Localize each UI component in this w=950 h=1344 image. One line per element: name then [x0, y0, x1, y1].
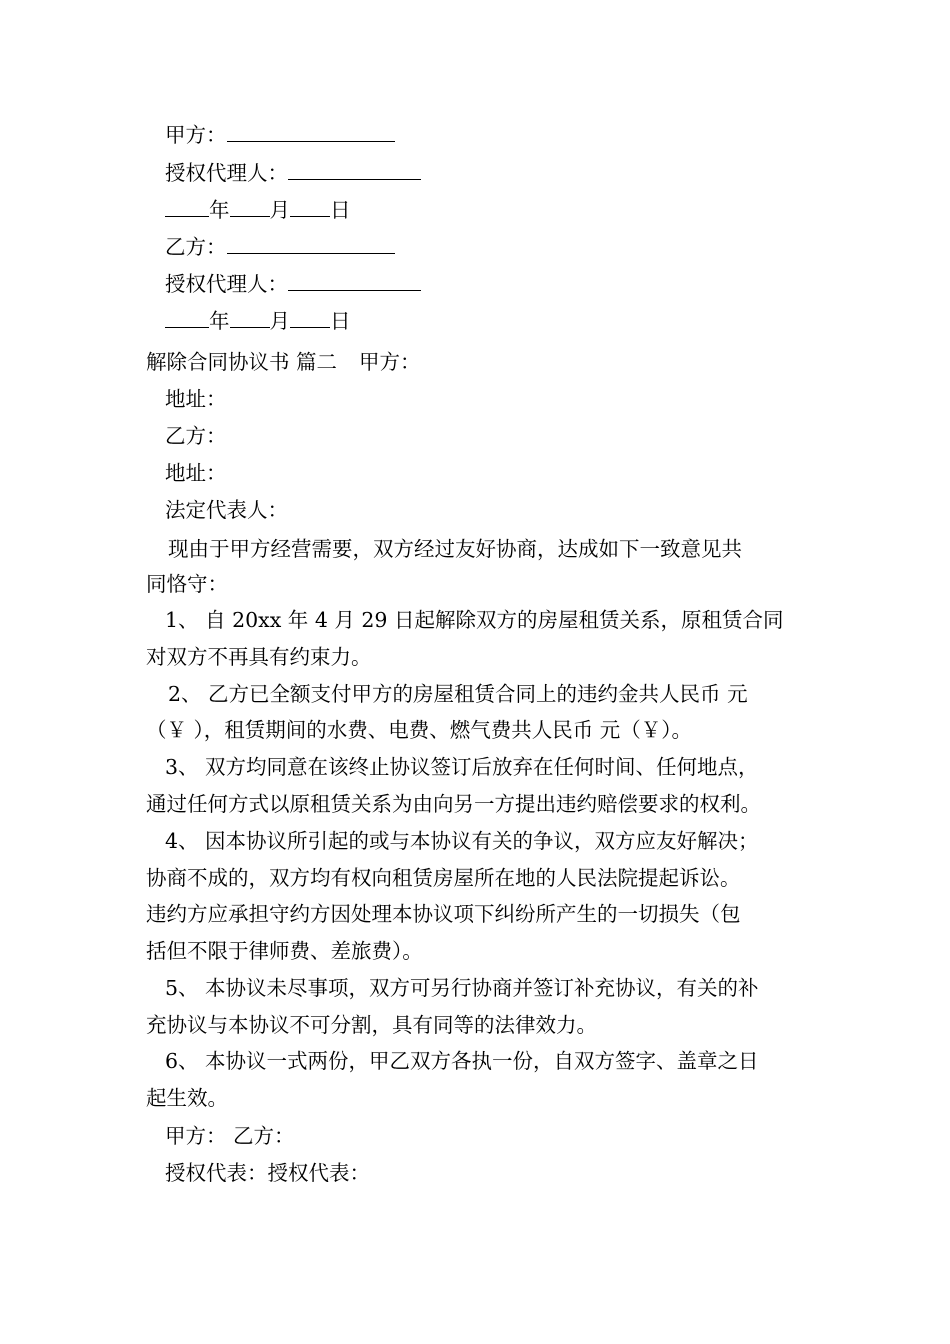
party-b-signature-line	[165, 233, 835, 261]
clause-6-line-2: 起生效。	[146, 1086, 228, 1110]
month-blank	[230, 307, 270, 328]
year-blank	[165, 196, 209, 217]
year-label: 年	[209, 309, 230, 333]
clause-1-line-1: 1、 自 20xx 年 4 月 29 日起解除双方的房屋租赁关系，原租赁合同	[165, 608, 784, 632]
agent-a-signature-line	[165, 159, 835, 187]
month-label: 月	[269, 198, 290, 222]
address-b: 地址：	[165, 461, 227, 485]
day-label: 日	[330, 309, 351, 333]
agent-b-blank	[288, 270, 421, 291]
clause-4-line-3: 违约方应承担守约方因处理本协议项下纠纷所产生的一切损失（包	[146, 902, 741, 926]
signature-parties: 甲方： 乙方：	[165, 1124, 295, 1148]
agent-a-label: 授权代理人：	[165, 161, 288, 185]
heading-line	[146, 348, 816, 376]
day-label: 日	[330, 198, 351, 222]
intro-line-2: 同恪守：	[146, 572, 228, 596]
day-blank	[290, 307, 330, 328]
party-a-header: 甲方：	[359, 350, 421, 374]
date-line-b	[165, 307, 835, 335]
agent-b-label: 授权代理人：	[165, 272, 288, 296]
day-blank	[290, 196, 330, 217]
date-line-a	[165, 196, 835, 224]
clause-1-line-2: 对双方不再具有约束力。	[146, 645, 372, 669]
clause-6-line-1: 6、 本协议一式两份，甲乙双方各执一份，自双方签字、盖章之日	[165, 1049, 759, 1073]
signature-agents: 授权代表：授权代表：	[165, 1161, 370, 1185]
party-b-label: 乙方：	[165, 235, 227, 259]
intro-line-1: 现由于甲方经营需要，双方经过友好协商，达成如下一致意见共	[168, 537, 742, 561]
clause-2-line-1: 2、 乙方已全额支付甲方的房屋租赁合同上的违约金共人民币 元	[168, 682, 748, 706]
party-b-blank	[227, 233, 395, 254]
clause-5-line-2: 充协议与本协议不可分割，具有同等的法律效力。	[146, 1013, 597, 1037]
party-a-blank	[227, 121, 395, 142]
agent-a-blank	[288, 159, 421, 180]
clause-4-line-4: 括但不限于律师费、差旅费）。	[146, 939, 423, 963]
agent-b-signature-line	[165, 270, 835, 298]
legal-representative: 法定代表人：	[165, 498, 288, 522]
address-a: 地址：	[165, 387, 227, 411]
party-b-header: 乙方：	[165, 424, 227, 448]
clause-5-line-1: 5、 本协议未尽事项，双方可另行协商并签订补充协议，有关的补	[165, 976, 759, 1000]
month-label: 月	[269, 309, 290, 333]
party-a-signature-line	[165, 121, 835, 149]
clause-3-line-1: 3、 双方均同意在该终止协议签订后放弃在任何时间、任何地点，	[165, 755, 759, 779]
section-heading: 解除合同协议书 篇二	[146, 350, 338, 374]
year-label: 年	[209, 198, 230, 222]
clause-4-line-1: 4、 因本协议所引起的或与本协议有关的争议，双方应友好解决；	[165, 829, 759, 853]
month-blank	[230, 196, 270, 217]
clause-4-line-2: 协商不成的，双方均有权向租赁房屋所在地的人民法院提起诉讼。	[146, 866, 741, 890]
clause-2-line-2: （￥ ），租赁期间的水费、电费、燃气费共人民币 元（￥）。	[146, 718, 693, 742]
year-blank	[165, 307, 209, 328]
clause-3-line-2: 通过任何方式以原租赁关系为由向另一方提出违约赔偿要求的权利。	[146, 792, 761, 816]
party-a-label: 甲方：	[165, 123, 227, 147]
